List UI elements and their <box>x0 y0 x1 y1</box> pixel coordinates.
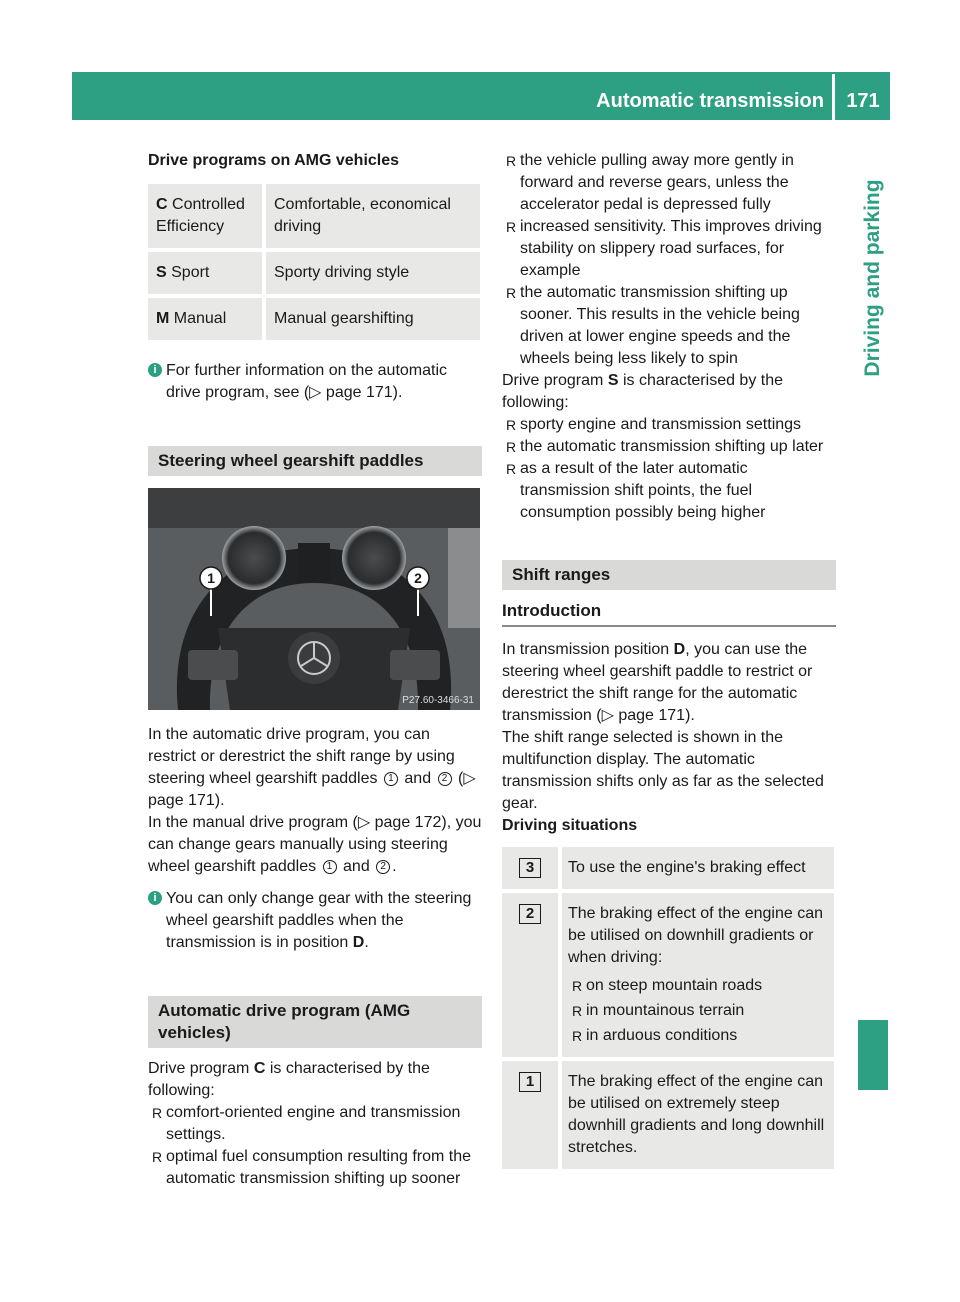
gear-2-bullets <box>568 975 828 1047</box>
gear-desc: To use the engine's braking effect <box>560 847 834 891</box>
list-item: R the automatic transmission shifting up sooner. This results in the vehicle being driven at lower engine speeds and the wheels being less likely to spin <box>502 282 836 370</box>
marker-2-inline: 2 <box>438 772 452 786</box>
amg-bullets <box>148 1102 482 1190</box>
list-item: R in arduous conditions <box>568 1025 828 1047</box>
photo-code: P27.60-3466-31 <box>402 695 474 706</box>
marker-2-inline: 2 <box>376 860 390 874</box>
side-tab-label: Driving and parking <box>861 179 884 377</box>
program-key: S Sport <box>148 250 264 296</box>
paragraph: In the automatic drive program, you can restrict or derestrict the shift range by using steering wheel gearshift paddles 1 and 2 (▷ page 171). <box>148 726 476 809</box>
steering-wheel-photo <box>148 488 480 710</box>
table-row <box>148 184 480 250</box>
gear-key <box>502 1059 560 1171</box>
amg-heading: Automatic drive program (AMG vehicles) <box>148 996 482 1048</box>
list-item: R in mountainous terrain <box>568 1000 828 1022</box>
left-control-buttons <box>188 650 238 680</box>
info-note: i For further information on the automatic drive program, see (▷ page 171). <box>148 360 482 404</box>
gauge-left <box>222 526 286 590</box>
gear-1-icon: 1 <box>519 1072 541 1092</box>
list-item: R on steep mountain roads <box>568 975 828 997</box>
table-row <box>502 891 834 1059</box>
paragraph: In transmission position D, you can use the steering wheel gearshift paddle to restrict or derestrict the shift range for the automatic transmission (▷ page 171). <box>502 641 813 724</box>
program-desc: Comfortable, economical driving <box>264 184 480 250</box>
info-icon: i <box>148 891 162 905</box>
gauge-right <box>342 526 406 590</box>
introduction-heading: Introduction <box>502 600 836 627</box>
programs-table <box>148 184 480 344</box>
c-bullets <box>502 150 836 370</box>
paragraph: The shift range selected is shown in the multifunction display. The automatic transmission shifts only as far as the selected gear. <box>502 729 824 812</box>
left-column <box>148 150 482 1190</box>
marker-1-inline: 1 <box>323 860 337 874</box>
right-control-buttons <box>390 650 440 680</box>
program-key: C Controlled Efficiency <box>148 184 264 250</box>
table-row <box>502 1059 834 1171</box>
driving-situations-table <box>502 847 834 1173</box>
air-vent <box>448 528 480 628</box>
callout-marker-1-label: 1 <box>207 570 215 586</box>
list-item: R sporty engine and transmission settings <box>502 414 836 436</box>
program-desc: Sporty driving style <box>264 250 480 296</box>
gear-2-icon: 2 <box>519 904 541 924</box>
marker-1-inline: 1 <box>384 772 398 786</box>
right-column <box>502 150 836 1173</box>
amg-intro: Drive program C is characterised by the following: <box>148 1060 430 1099</box>
s-bullets <box>502 414 836 524</box>
list-item: R as a result of the later automatic transmission shift points, the fuel consumption possibly being higher <box>502 458 836 524</box>
programs-heading: Drive programs on AMG vehicles <box>148 152 400 169</box>
gear-key <box>502 847 560 891</box>
side-tab <box>858 179 888 377</box>
info-note: i You can only change gear with the steering wheel gearshift paddles when the transmission is in position D. <box>148 888 482 954</box>
dashboard-top <box>148 488 480 528</box>
gear-desc: The braking effect of the engine can be utilised on downhill gradients or when driving: R on steep mountain roads R in mountainous terrain R in arduous conditions <box>560 891 834 1059</box>
gear-3-icon: 3 <box>519 858 541 878</box>
list-item: R increased sensitivity. This improves driving stability on slippery road surfaces, for example <box>502 216 836 282</box>
gear-desc: The braking effect of the engine can be utilised on extremely steep downhill gradients and long downhill stretches. <box>560 1059 834 1171</box>
list-item: R the vehicle pulling away more gently in forward and reverse gears, unless the accelerator pedal is depressed fully <box>502 150 836 216</box>
list-item: R the automatic transmission shifting up later <box>502 436 836 458</box>
page-number: 171 <box>846 90 880 112</box>
shift-ranges-heading: Shift ranges <box>502 560 836 590</box>
list-item: R comfort-oriented engine and transmission settings. <box>148 1102 482 1146</box>
program-desc: Manual gearshifting <box>264 296 480 342</box>
table-row <box>502 847 834 891</box>
list-item: R optimal fuel consumption resulting from the automatic transmission shifting up sooner <box>148 1146 482 1190</box>
driving-situations-heading: Driving situations <box>502 817 638 834</box>
paddles-heading: Steering wheel gearshift paddles <box>148 446 482 476</box>
header-divider <box>832 74 835 120</box>
center-display <box>298 543 330 583</box>
side-tab-block <box>858 1020 888 1090</box>
header-title: Automatic transmission <box>596 90 824 112</box>
table-row <box>148 250 480 296</box>
callout-marker-2-label: 2 <box>414 570 422 586</box>
paragraph: In the manual drive program (▷ page 172), you can change gears manually using steering wheel gearshift paddles 1 and 2 . <box>148 814 482 875</box>
table-row <box>148 296 480 342</box>
s-intro: Drive program S is characterised by the following: <box>502 372 784 411</box>
program-key: M Manual <box>148 296 264 342</box>
gear-key <box>502 891 560 1059</box>
info-icon: i <box>148 363 162 377</box>
